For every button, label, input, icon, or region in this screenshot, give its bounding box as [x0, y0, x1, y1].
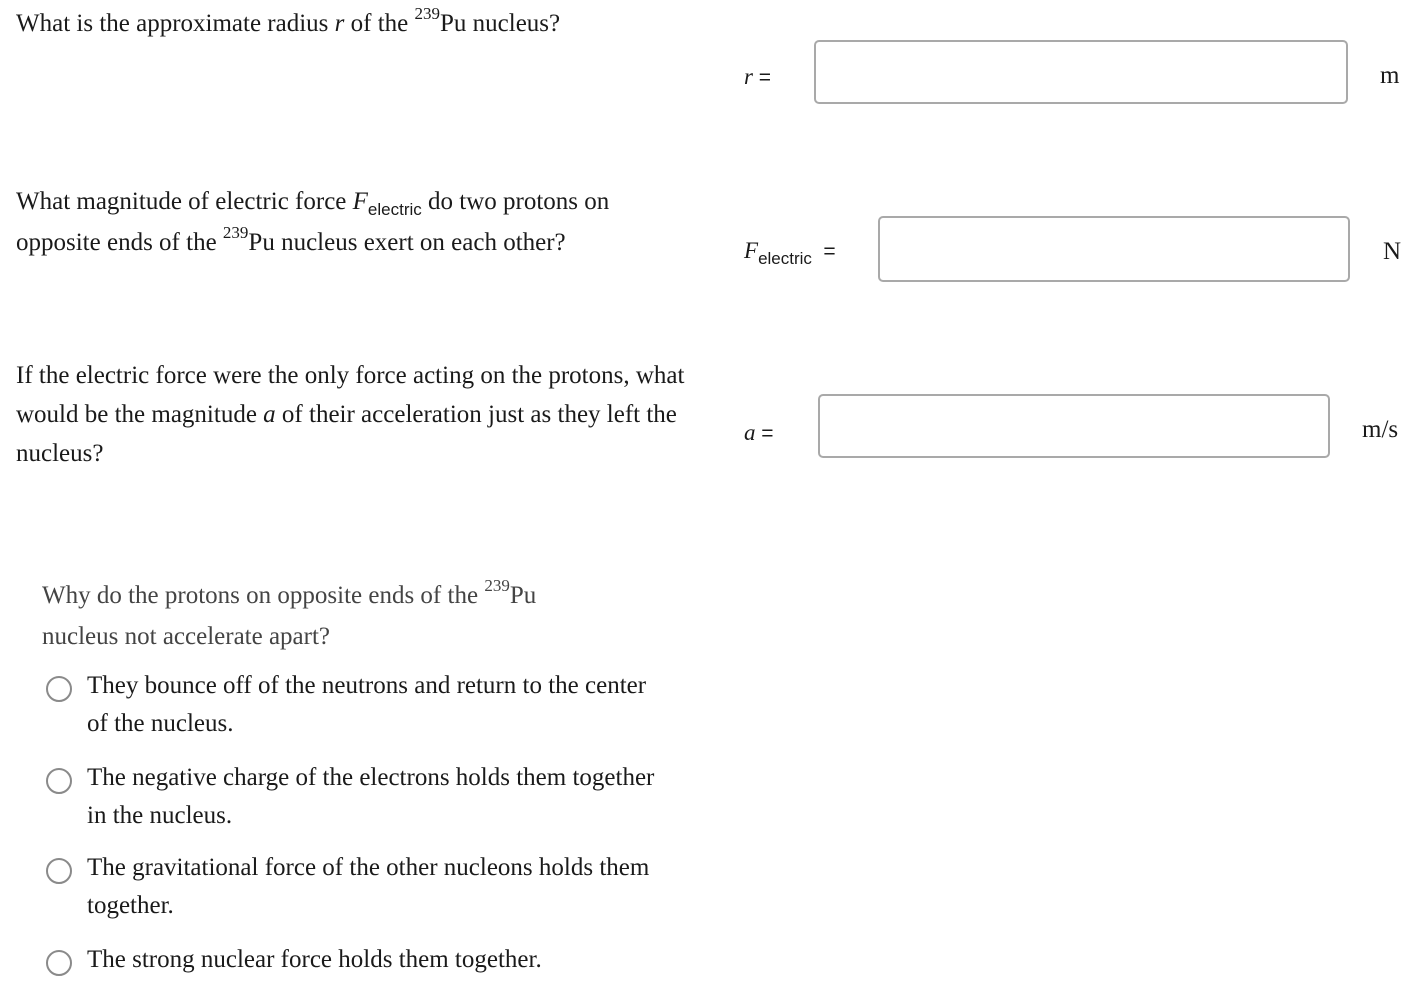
answer-option-electrons[interactable]: [46, 764, 666, 844]
option-label: The strong nuclear force holds them together.: [87, 946, 542, 973]
option-label: The negative charge of the electrons holds them together in the nucleus.: [87, 764, 655, 829]
electric-force-unit: N: [1383, 238, 1402, 265]
radius-unit: m: [1380, 62, 1400, 89]
acceleration-variable: a: [263, 401, 276, 428]
option-label: They bounce off of the neutrons and return to the center of the nucleus.: [87, 672, 647, 737]
question-electric-force: What magnitude of electric force $F_{electric}$ do two protons on opposite ends of the $^{239}$Pu nucleus exert on each other?: [16, 188, 610, 256]
question-radius: What is the approximate radius r of the $^{239}$Pu nucleus?: [16, 4, 561, 37]
radio-button[interactable]: [46, 950, 72, 976]
mass-number: 239: [484, 576, 510, 595]
radio-button[interactable]: [46, 676, 72, 702]
option-label: The gravitational force of the other nucleons holds them together.: [87, 854, 650, 919]
radio-button[interactable]: [46, 858, 72, 884]
force-variable: F: [352, 188, 368, 215]
electric-force-label: $F_{electric}$ =: [744, 238, 836, 268]
radius-input[interactable]: [814, 40, 1348, 104]
question-why-not-accelerate: Why do the protons on opposite ends of the $^{239}$Pu nucleus not accelerate apart?: [42, 576, 537, 650]
radius-label: r =: [744, 64, 771, 89]
mass-number: 239: [222, 223, 249, 242]
acceleration-unit: m/s: [1362, 416, 1399, 443]
radius-variable: r: [334, 10, 345, 37]
answer-option-strong-nuclear[interactable]: [46, 946, 666, 984]
electric-force-input[interactable]: [878, 216, 1350, 282]
answer-option-gravitational[interactable]: [46, 854, 666, 934]
question-acceleration: If the electric force were the only force acting on the protons, what would be the magnitude a of their acceleration just as they left the nucleus?: [16, 362, 685, 467]
acceleration-label: a =: [744, 420, 774, 445]
answer-option-neutrons[interactable]: [46, 672, 666, 752]
mass-number: 239: [414, 4, 441, 23]
acceleration-input[interactable]: [818, 394, 1330, 458]
radio-button[interactable]: [46, 768, 72, 794]
